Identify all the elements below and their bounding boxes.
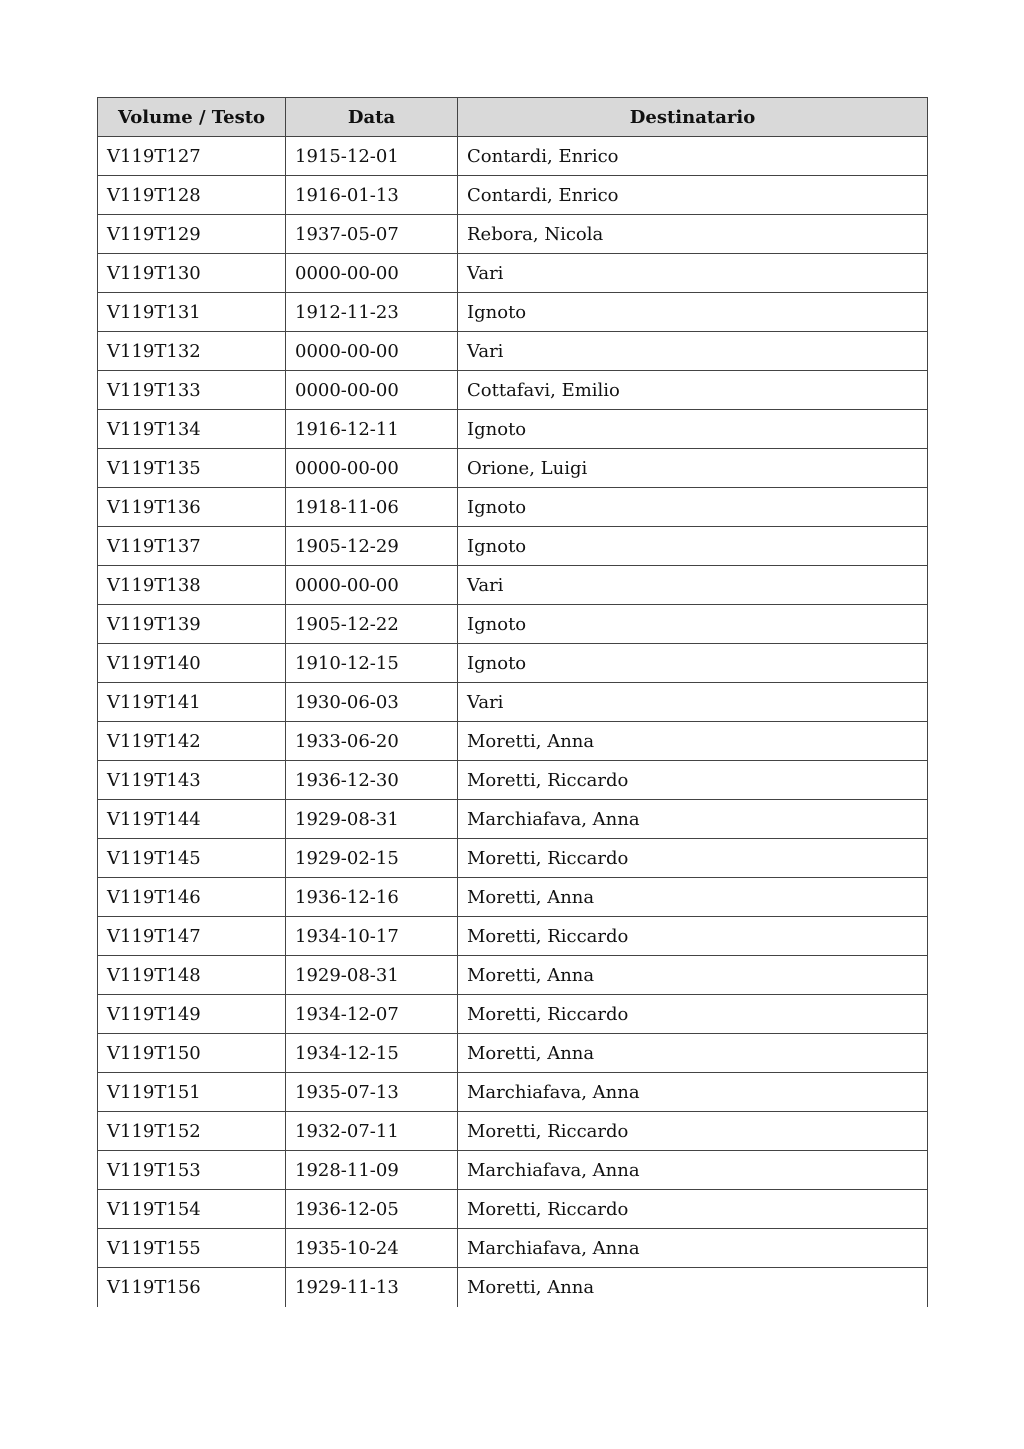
table-row — [98, 410, 928, 449]
table-row — [98, 839, 928, 878]
cell-volume-testo: V119T134 — [98, 410, 286, 449]
cell-destinatario: Marchiafava, Anna — [458, 1229, 928, 1268]
letters-table — [97, 97, 928, 1307]
table-row — [98, 1268, 928, 1307]
cell-data: 1933-06-20 — [286, 722, 458, 761]
cell-destinatario: Marchiafava, Anna — [458, 1151, 928, 1190]
table-row — [98, 1229, 928, 1268]
cell-destinatario: Ignoto — [458, 488, 928, 527]
cell-data: 1936-12-05 — [286, 1190, 458, 1229]
table-row — [98, 332, 928, 371]
cell-data: 1929-08-31 — [286, 800, 458, 839]
cell-volume-testo: V119T145 — [98, 839, 286, 878]
cell-destinatario: Moretti, Riccardo — [458, 995, 928, 1034]
cell-volume-testo: V119T140 — [98, 644, 286, 683]
cell-destinatario: Vari — [458, 254, 928, 293]
cell-volume-testo: V119T146 — [98, 878, 286, 917]
cell-data: 1934-12-07 — [286, 995, 458, 1034]
cell-data: 1905-12-22 — [286, 605, 458, 644]
cell-data: 1915-12-01 — [286, 137, 458, 176]
cell-destinatario: Vari — [458, 566, 928, 605]
table-row — [98, 878, 928, 917]
cell-destinatario: Cottafavi, Emilio — [458, 371, 928, 410]
table-row — [98, 176, 928, 215]
cell-volume-testo: V119T135 — [98, 449, 286, 488]
table-row — [98, 722, 928, 761]
cell-volume-testo: V119T156 — [98, 1268, 286, 1307]
cell-volume-testo: V119T147 — [98, 917, 286, 956]
table-row — [98, 683, 928, 722]
cell-data: 0000-00-00 — [286, 449, 458, 488]
cell-volume-testo: V119T128 — [98, 176, 286, 215]
cell-destinatario: Rebora, Nicola — [458, 215, 928, 254]
column-header-volume-testo: Volume / Testo — [98, 98, 286, 137]
cell-destinatario: Moretti, Riccardo — [458, 761, 928, 800]
cell-data: 1934-12-15 — [286, 1034, 458, 1073]
table-row — [98, 449, 928, 488]
table-row — [98, 254, 928, 293]
cell-volume-testo: V119T141 — [98, 683, 286, 722]
cell-volume-testo: V119T153 — [98, 1151, 286, 1190]
table-row — [98, 956, 928, 995]
cell-destinatario: Marchiafava, Anna — [458, 1073, 928, 1112]
cell-volume-testo: V119T133 — [98, 371, 286, 410]
cell-volume-testo: V119T131 — [98, 293, 286, 332]
cell-destinatario: Ignoto — [458, 527, 928, 566]
cell-destinatario: Moretti, Anna — [458, 878, 928, 917]
cell-data: 1912-11-23 — [286, 293, 458, 332]
table-row — [98, 488, 928, 527]
table-row — [98, 800, 928, 839]
cell-volume-testo: V119T143 — [98, 761, 286, 800]
cell-destinatario: Contardi, Enrico — [458, 176, 928, 215]
column-header-destinatario: Destinatario — [458, 98, 928, 137]
cell-destinatario: Moretti, Riccardo — [458, 917, 928, 956]
cell-volume-testo: V119T130 — [98, 254, 286, 293]
cell-data: 1936-12-16 — [286, 878, 458, 917]
table-row — [98, 1190, 928, 1229]
cell-volume-testo: V119T149 — [98, 995, 286, 1034]
table-body — [98, 137, 928, 1307]
table-row — [98, 761, 928, 800]
cell-destinatario: Ignoto — [458, 644, 928, 683]
header-row — [98, 98, 928, 137]
cell-volume-testo: V119T139 — [98, 605, 286, 644]
table-row — [98, 917, 928, 956]
cell-data: 1916-01-13 — [286, 176, 458, 215]
table-row — [98, 137, 928, 176]
table-row — [98, 1151, 928, 1190]
cell-destinatario: Vari — [458, 683, 928, 722]
column-header-data: Data — [286, 98, 458, 137]
cell-data: 1929-11-13 — [286, 1268, 458, 1307]
cell-data: 0000-00-00 — [286, 566, 458, 605]
table-row — [98, 293, 928, 332]
cell-data: 1932-07-11 — [286, 1112, 458, 1151]
cell-destinatario: Contardi, Enrico — [458, 137, 928, 176]
table-header — [98, 98, 928, 137]
cell-data: 1910-12-15 — [286, 644, 458, 683]
cell-destinatario: Ignoto — [458, 410, 928, 449]
cell-volume-testo: V119T132 — [98, 332, 286, 371]
table-row — [98, 1112, 928, 1151]
table-row — [98, 1073, 928, 1112]
cell-volume-testo: V119T150 — [98, 1034, 286, 1073]
cell-data: 1905-12-29 — [286, 527, 458, 566]
table-row — [98, 371, 928, 410]
cell-destinatario: Moretti, Anna — [458, 956, 928, 995]
cell-data: 0000-00-00 — [286, 254, 458, 293]
cell-volume-testo: V119T155 — [98, 1229, 286, 1268]
cell-volume-testo: V119T151 — [98, 1073, 286, 1112]
cell-data: 1928-11-09 — [286, 1151, 458, 1190]
table-row — [98, 995, 928, 1034]
table-row — [98, 1034, 928, 1073]
cell-destinatario: Ignoto — [458, 293, 928, 332]
cell-destinatario: Orione, Luigi — [458, 449, 928, 488]
table-row — [98, 215, 928, 254]
cell-volume-testo: V119T144 — [98, 800, 286, 839]
table-row — [98, 566, 928, 605]
cell-data: 1936-12-30 — [286, 761, 458, 800]
table-row — [98, 527, 928, 566]
cell-data: 1918-11-06 — [286, 488, 458, 527]
cell-data: 1935-10-24 — [286, 1229, 458, 1268]
cell-data: 1916-12-11 — [286, 410, 458, 449]
cell-volume-testo: V119T129 — [98, 215, 286, 254]
table-row — [98, 644, 928, 683]
cell-data: 1930-06-03 — [286, 683, 458, 722]
cell-volume-testo: V119T152 — [98, 1112, 286, 1151]
cell-destinatario: Moretti, Riccardo — [458, 839, 928, 878]
cell-volume-testo: V119T137 — [98, 527, 286, 566]
cell-data: 1929-02-15 — [286, 839, 458, 878]
cell-destinatario: Moretti, Anna — [458, 1268, 928, 1307]
cell-volume-testo: V119T148 — [98, 956, 286, 995]
cell-destinatario: Moretti, Anna — [458, 722, 928, 761]
cell-volume-testo: V119T127 — [98, 137, 286, 176]
cell-volume-testo: V119T138 — [98, 566, 286, 605]
table-row — [98, 605, 928, 644]
cell-volume-testo: V119T136 — [98, 488, 286, 527]
cell-data: 1934-10-17 — [286, 917, 458, 956]
cell-destinatario: Moretti, Riccardo — [458, 1112, 928, 1151]
cell-destinatario: Ignoto — [458, 605, 928, 644]
cell-destinatario: Marchiafava, Anna — [458, 800, 928, 839]
cell-data: 1937-05-07 — [286, 215, 458, 254]
cell-data: 0000-00-00 — [286, 371, 458, 410]
cell-destinatario: Moretti, Anna — [458, 1034, 928, 1073]
cell-destinatario: Vari — [458, 332, 928, 371]
cell-destinatario: Moretti, Riccardo — [458, 1190, 928, 1229]
cell-data: 1935-07-13 — [286, 1073, 458, 1112]
cell-volume-testo: V119T154 — [98, 1190, 286, 1229]
cell-data: 0000-00-00 — [286, 332, 458, 371]
cell-data: 1929-08-31 — [286, 956, 458, 995]
cell-volume-testo: V119T142 — [98, 722, 286, 761]
